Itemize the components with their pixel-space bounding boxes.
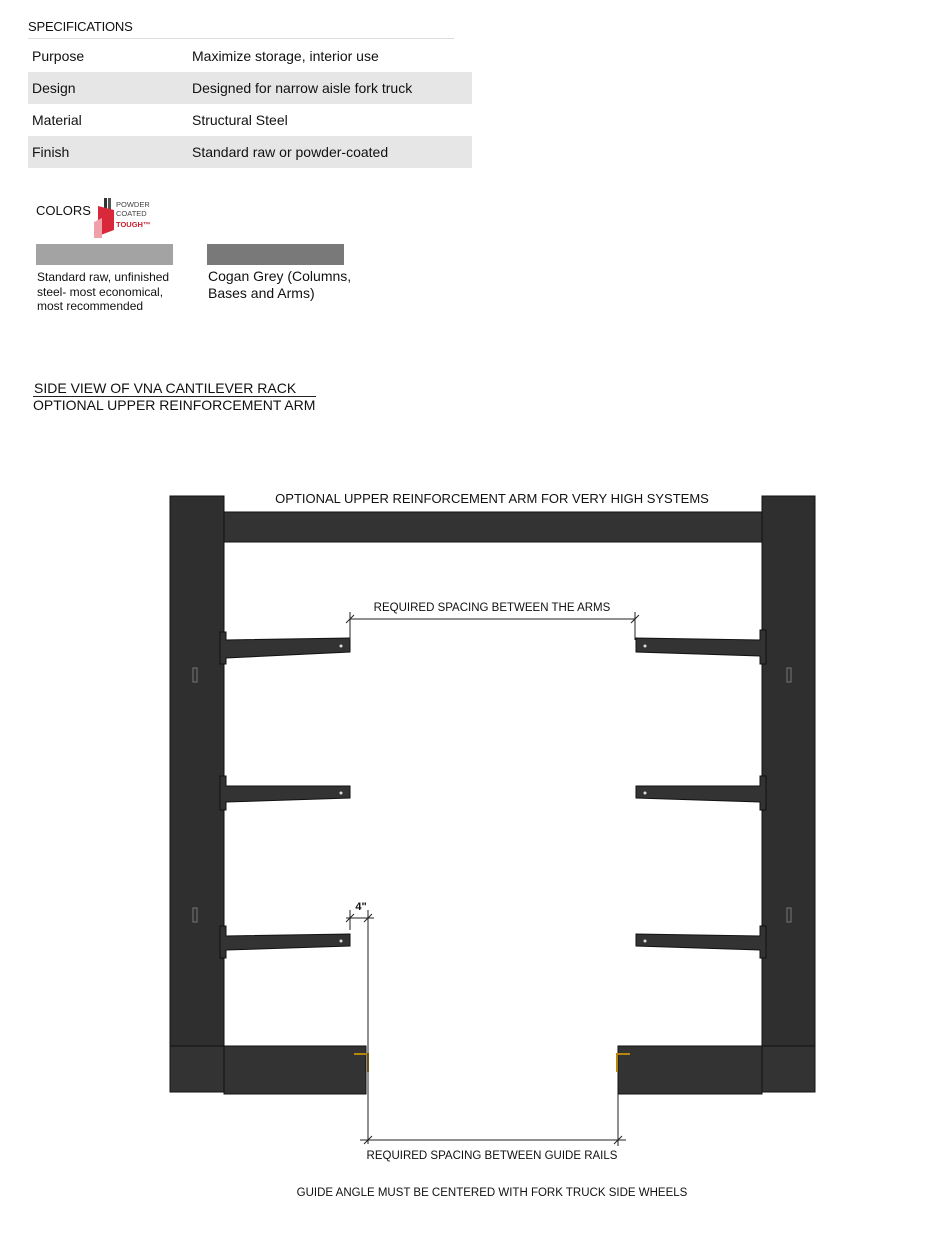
left-base-block [170,1046,224,1092]
swatch-caption-raw: Standard raw, unfinished steel- most economical, most recommended [37,270,170,313]
offset-label: 4" [355,901,367,913]
powder-coat-icon [92,196,116,238]
right-base [618,1046,762,1094]
powder-coated-tough-logo [92,196,162,238]
spec-label: Material [32,112,82,128]
spec-value: Maximize storage, interior use [192,48,379,64]
side-view-title: SIDE VIEW OF VNA CANTILEVER RACK [34,380,297,396]
upper-reinforcement-arm [224,512,762,542]
left-arm [220,776,350,810]
right-arm [636,630,766,664]
badge-tough-text: TOUGH™ [116,220,151,229]
spec-label: Design [28,72,192,104]
spec-value: Designed for narrow aisle fork truck [192,72,472,104]
left-arms [220,632,350,958]
side-view-subtitle: OPTIONAL UPPER REINFORCEMENT ARM [33,397,316,413]
specifications-table [28,40,472,168]
upper-arm-label: OPTIONAL UPPER REINFORCEMENT ARM FOR VERY HIGH SYSTEMS [275,491,709,506]
spec-row-purpose [28,40,472,72]
spec-row-finish [28,136,472,168]
rail-spacing-label: REQUIRED SPACING BETWEEN GUIDE RAILS [366,1150,618,1162]
left-column [170,496,224,1092]
swatch-caption-cogan-grey: Cogan Grey (Columns, Bases and Arms) [208,268,352,301]
right-column [762,496,815,1092]
specifications-heading: SPECIFICATIONS [28,19,454,39]
spec-label: Finish [28,136,192,168]
badge-text: POWDER COATED [116,200,150,218]
spec-value: Standard raw or powder-coated [192,136,472,168]
right-arm [636,926,766,958]
color-swatch-cogan-grey [207,244,344,265]
arm-spacing-label: REQUIRED SPACING BETWEEN THE ARMS [373,602,611,614]
right-arms [636,630,766,958]
spec-value: Structural Steel [192,112,288,128]
color-swatch-raw [36,244,173,265]
guide-angle-footnote: GUIDE ANGLE MUST BE CENTERED WITH FORK TRUCK SIDE WHEELS [296,1187,688,1199]
arm-bolts [340,645,647,943]
left-arm [220,926,350,958]
left-base [224,1046,366,1094]
arm-spacing-dimension [346,612,639,640]
rail-spacing-dimension [360,1094,626,1146]
right-base-block [762,1046,815,1092]
cantilever-rack-drawing [0,480,950,1220]
spec-row-design [28,72,472,104]
left-arm [220,632,350,664]
right-arm [636,776,766,810]
spec-row-material [28,104,472,136]
colors-label: COLORS [36,203,91,218]
spec-label: Purpose [32,48,85,64]
